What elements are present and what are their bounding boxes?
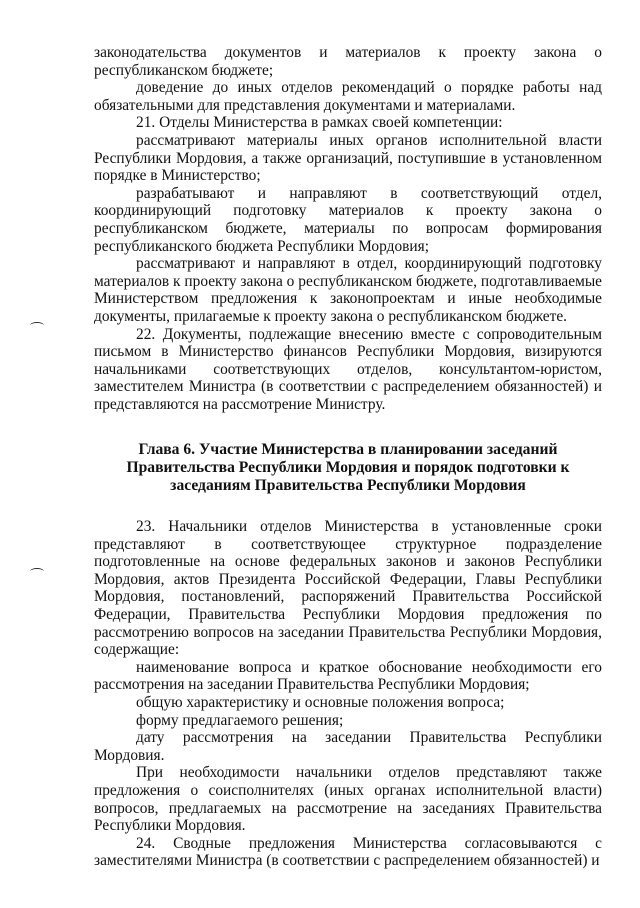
paragraph: рассматривают материалы иных органов исполнительной власти Республики Мордовия, а также организаций, поступившие в установленном порядке в Министерство; [94, 131, 602, 185]
paragraph: При необходимости начальники отделов представляют также предложения о соисполнителях (иных органах исполнительной власти) вопросов, предлагаемых на рассмотрение на заседаниях Правительства Республики Мордовия. [94, 764, 602, 835]
heading-line: Глава 6. Участие Министерства в планировании заседаний [138, 441, 558, 458]
chapter-heading [94, 441, 602, 494]
paragraph: доведение до иных отделов рекомендаций о порядке работы над обязательными для представления документами и материалами. [94, 79, 602, 114]
paragraph: дату рассмотрения на заседании Правительства Республики Мордовия. [94, 729, 602, 764]
heading-line: заседаниям Правительства Республики Мордовия [170, 476, 526, 494]
paragraph: разрабатывают и направляют в соответствующий отдел, координирующий подготовку материалов к проекту закона о республиканском бюджете, материалы по вопросам формирования республиканского бюджета Республики Мордовия; [94, 184, 602, 255]
paragraph: 22. Документы, подлежащие внесению вместе с сопроводительным письмом в Министерство финансов Республики Мордовия, визируются начальниками соответствующих отделов, консультантом-юристом, заместителем Министра (в соответствии с распределением обязанностей) и представляются на рассмотрение Министру. [94, 325, 602, 413]
paragraph: 21. Отделы Министерства в рамках своей компетенции: [136, 114, 503, 132]
paragraph: общую характеристику и основные положения вопроса; [136, 693, 505, 711]
margin-mark [30, 568, 44, 575]
heading-line: Правительства Республики Мордовия и порядок подготовки к [126, 458, 570, 476]
paragraph: законодательства документов и материалов к проекту закона о республиканском бюджете; [94, 44, 602, 79]
paragraph: 23. Начальники отделов Министерства в установленные сроки представляют в соответствующее структурное подразделение подготовленные на основе федеральных законов и законов Республики Мордовия, актов Президента Российской Федерации, Главы Республики Мордовия, постановлений, распоряжений Правительства Российской Федерации, Правительства Республики Мордовия предложения по рассмотрению вопросов на заседании Правительства Республики Мордовия, содержащие: [94, 518, 602, 659]
paragraph: форму предлагаемого решения; [136, 711, 344, 729]
paragraph: 24. Сводные предложения Министерства согласовываются с заместителями Министра (в соответствии с распределением обязанностей) и [94, 834, 602, 870]
paragraph: наименование вопроса и краткое обоснование необходимости его рассмотрения на заседании Правительства Республики Мордовия; [94, 658, 602, 694]
paragraph: рассматривают и направляют в отдел, координирующий подготовку материалов к проекту закона о республиканском бюджете, подготавливаемые Министерством предложения к законопроектам и иные необходимые документы, прилагаемые к проекту закона о республиканском бюджете. [94, 255, 602, 325]
text-block-bottom [94, 518, 602, 870]
text-block-top [94, 44, 602, 413]
margin-mark [30, 322, 44, 329]
